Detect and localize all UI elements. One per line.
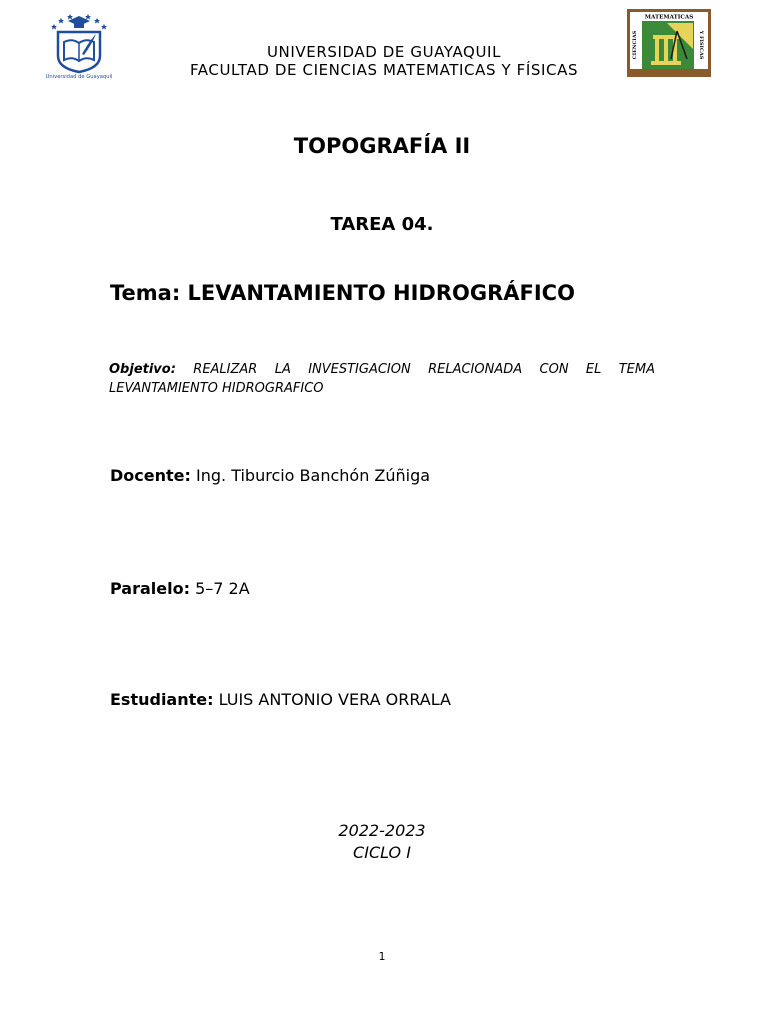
paralelo-value: 5–7 2A — [195, 579, 250, 598]
svg-text:Y FISICAS: Y FISICAS — [698, 30, 704, 60]
period-block — [0, 820, 764, 864]
paralelo-label: Paralelo: — [110, 579, 190, 598]
theme-label: Tema: — [110, 281, 181, 305]
svg-text:MATEMATICAS: MATEMATICAS — [644, 14, 694, 21]
task-title: TAREA 04. — [330, 214, 434, 235]
objective-label: Objetivo: — [109, 362, 176, 377]
svg-text:Universidad de Guayaquil: Universidad de Guayaquil — [46, 74, 112, 80]
docente-line — [110, 466, 430, 485]
course-title: TOPOGRAFÍA II — [293, 134, 471, 158]
estudiante-line — [110, 690, 451, 709]
page-number: 1 — [378, 950, 386, 963]
theme-value: LEVANTAMIENTO HIDROGRÁFICO — [187, 281, 575, 305]
docente-value: Ing. Tiburcio Banchón Zúñiga — [196, 466, 431, 485]
period-cycle: CICLO I — [353, 843, 411, 862]
estudiante-value: LUIS ANTONIO VERA ORRALA — [218, 690, 451, 709]
theme-line — [110, 281, 575, 305]
objective-value: REALIZAR LA INVESTIGACION RELACIONADA CON EL TEMA LEVANTAMIENTO HIDROGRAFICO — [109, 362, 655, 396]
svg-text:CIENCIAS: CIENCIAS — [632, 30, 638, 60]
period-years: 2022-2023 — [338, 821, 426, 840]
university-name: UNIVERSIDAD DE GUAYAQUIL — [266, 43, 502, 61]
estudiante-label: Estudiante: — [110, 690, 214, 709]
objective-paragraph — [109, 360, 655, 398]
faculty-name: FACULTAD DE CIENCIAS MATEMATICAS Y FÍSICAS — [189, 61, 579, 79]
docente-label: Docente: — [110, 466, 191, 485]
paralelo-line — [110, 579, 250, 598]
